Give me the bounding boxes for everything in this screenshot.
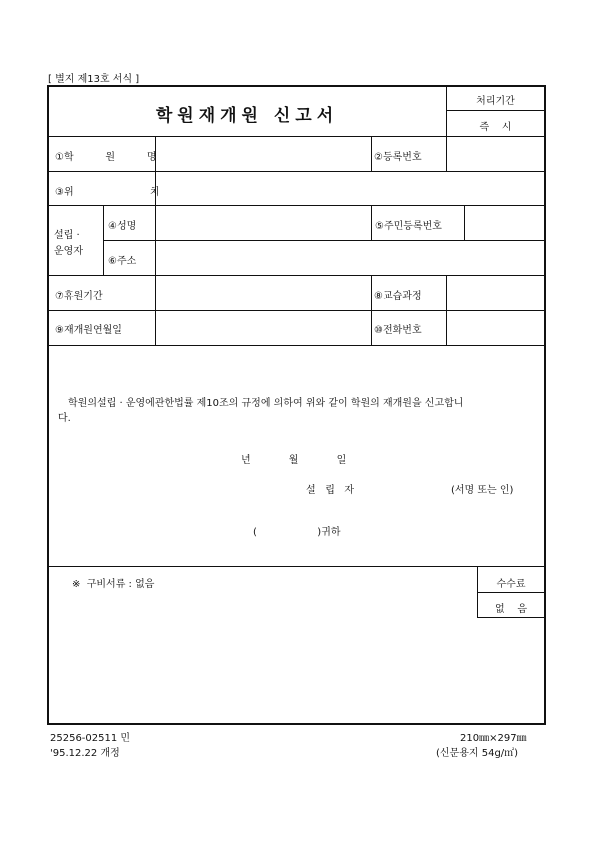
address-field[interactable]: [158, 244, 542, 272]
course-label: ⑧교습과정: [374, 291, 422, 302]
applicant-label: 설 립 자: [306, 485, 355, 496]
divider: [48, 275, 545, 276]
divider: [48, 136, 545, 137]
reopen-date-field[interactable]: [158, 313, 368, 341]
fee-label: 수수료: [496, 579, 526, 590]
processing-period-label: 처리기간: [476, 96, 515, 107]
divider: [48, 345, 545, 346]
divider: [48, 310, 545, 311]
divider: [464, 205, 465, 240]
location-label: ③위 치: [55, 187, 160, 198]
divider: [103, 240, 545, 241]
phone-label: ⑩전화번호: [374, 325, 422, 336]
paper-size: 210㎜×297㎜: [460, 733, 527, 744]
fee-value: 없 음: [494, 604, 528, 615]
location-field[interactable]: [158, 174, 542, 202]
resident-no-label: ⑤주민등록번호: [375, 221, 442, 232]
resident-no-field[interactable]: [467, 209, 542, 237]
divider: [477, 617, 545, 618]
name-label: ④성명: [108, 221, 137, 232]
academy-name-label: ①학 원 명: [55, 152, 157, 163]
course-field[interactable]: [449, 279, 542, 307]
founder-operator-label: 설립 · 운영자: [54, 230, 83, 257]
divider: [446, 110, 545, 111]
processing-period-value: 즉 시: [479, 122, 512, 133]
form-title: 학원재개원 신고서: [155, 106, 339, 126]
date-line[interactable]: 년 월 일: [241, 455, 347, 466]
divider: [477, 592, 545, 593]
registration-no-field[interactable]: [449, 140, 542, 168]
revision-date: '95.12.22 개정: [50, 748, 120, 759]
statement-text-cont: 다.: [58, 413, 71, 424]
academy-name-field[interactable]: [158, 140, 368, 168]
divider: [48, 171, 545, 172]
address-label: ⑥주소: [108, 256, 137, 267]
attachments-note: ※ 구비서류 : 없음: [72, 579, 155, 590]
phone-field[interactable]: [449, 313, 542, 341]
divider: [48, 205, 545, 206]
signature-note[interactable]: (서명 또는 인): [451, 485, 514, 496]
name-field[interactable]: [158, 209, 368, 237]
closure-period-field[interactable]: [158, 279, 368, 307]
paper-spec: (신문용지 54g/㎡): [436, 748, 519, 759]
form-code: 25256-02511 민: [50, 733, 131, 744]
divider: [446, 136, 447, 171]
divider: [48, 566, 545, 567]
divider: [371, 136, 372, 171]
closure-period-label: ⑦휴원기간: [55, 291, 103, 302]
divider: [371, 205, 372, 240]
form-number: [ 별지 제13호 서식 ]: [48, 74, 140, 85]
registration-no-label: ②등록번호: [374, 152, 422, 163]
addressee[interactable]: ( )귀하: [253, 527, 341, 538]
reopen-date-label: ⑨재개원연월일: [55, 325, 122, 336]
statement-text: 학원의설립 · 운영에관한법률 제10조의 규정에 의하여 위와 같이 학원의 재개원을 신고합니: [68, 398, 464, 409]
